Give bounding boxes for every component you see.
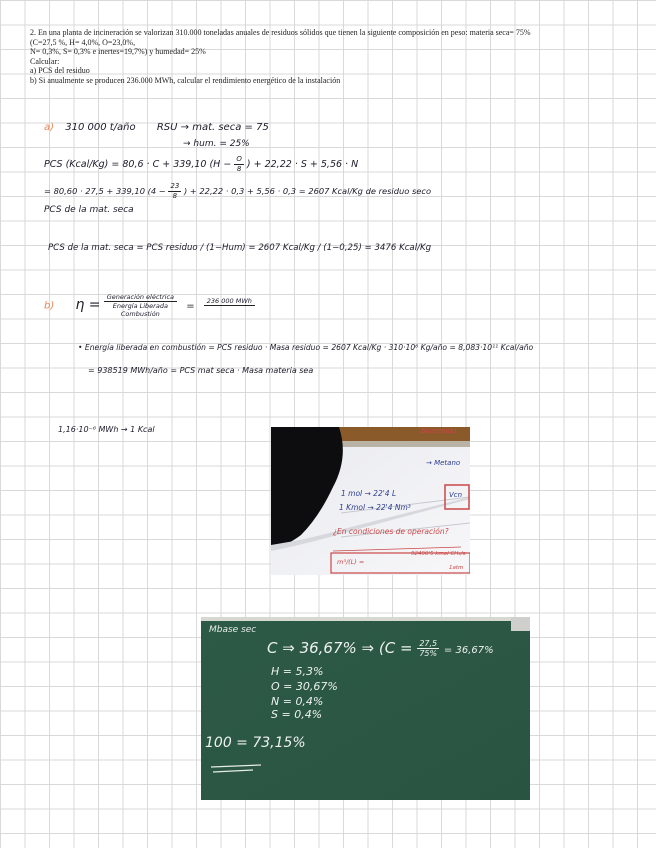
arrow-icon: → — [180, 122, 190, 133]
problem-line: b) Si anualmente se producen 236.000 MWh, calcular el rendimiento energético de la instalación — [30, 75, 341, 85]
problem-line: 2. En una planta de incineración se valorizan 310.000 toneladas anuales de residuos sólidos que tienen la siguiente composición en peso: materia seca= 75% — [30, 28, 531, 37]
humidity-line — [183, 139, 250, 149]
photo1-line2: 1 Kmol → 22'4 Nm³ — [339, 503, 411, 512]
mwh-num: 236 000 MWh — [204, 297, 255, 306]
problem-statement — [30, 28, 630, 86]
pcs-dry-title: PCS de la mat. seca — [44, 205, 134, 215]
frac-den: 8 — [236, 165, 242, 173]
bullet-energy-released — [78, 343, 533, 352]
chalk-line1-text: C ⇒ 36,67% ⇒ (C = — [267, 639, 413, 657]
calc-left: = 80,60 · 27,5 + 339,10 (4 − — [44, 186, 166, 196]
frac-num: O — [236, 155, 242, 163]
chalk-s: S = 0,4% — [271, 708, 323, 721]
calc-fraction — [168, 182, 181, 201]
chalk-o: O = 30,67% — [271, 680, 338, 693]
problem-line: N= 0,3%, S= 0,3% e inertes=19,7%) y humedad= 25% — [30, 47, 206, 57]
formula-left: PCS (Kcal/Kg) = 80,6 · C + 339,10 (H − — [44, 159, 232, 170]
efficiency-den2: Combustión — [120, 310, 160, 318]
bullet-icon: • — [78, 343, 83, 352]
conversion-factor: 1,16·10⁻⁶ MWh → 1 Kcal — [58, 425, 155, 434]
problem-line: a) PCS del residuo — [30, 66, 90, 76]
photo1-question: ¿En condiciones de operación? — [333, 527, 449, 536]
chalk-title: Mbase sec — [209, 625, 257, 635]
part-a-header — [44, 122, 269, 133]
chalkboard-photo — [201, 617, 530, 800]
photo1-top-label: biorresidu — [421, 427, 457, 435]
pcs-formula — [44, 155, 358, 174]
arrow-icon: → — [183, 139, 191, 149]
photo1-line1: 1 mol → 22'4 L — [341, 489, 397, 498]
efficiency-num: Generación eléctrica — [104, 293, 177, 302]
photo1-boxed: Vcn — [449, 491, 463, 499]
pcs-dry-equation: PCS de la mat. seca = PCS residuo / (1−Hum) = 2607 Kcal/Kg / (1−0,25) = 3476 Kcal/Kg — [48, 243, 432, 253]
calc-right: ) + 22,22 · 0,3 + 5,56 · 0,3 = 2607 Kcal/Kg de residuo seco — [183, 186, 432, 196]
chalk-frac-num: 27,5 — [419, 639, 438, 648]
mwh-fraction — [204, 297, 255, 314]
calc-num: 23 — [170, 182, 180, 190]
mwh-per-year: = 938519 MWh/año = PCS mat seca · Masa materia sea — [88, 366, 314, 375]
part-b-label: b) — [44, 300, 55, 312]
efficiency-fraction — [104, 293, 177, 318]
humidity: hum. = 25% — [193, 139, 250, 149]
tonnage: 310 000 t/año — [65, 122, 136, 133]
formula-right: ) + 22,22 · S + 5,56 · N — [246, 159, 359, 170]
photo1-bottom-right2: 1atm — [449, 565, 464, 571]
problem-line: (C=27,5 %, H= 4,0%, O=23,0%, — [30, 37, 136, 47]
pcs-calculation — [44, 182, 431, 201]
dry-matter: mat. seca = 75 — [192, 122, 269, 133]
chalk-total: 100 = 73,15% — [205, 735, 306, 751]
problem-line: Calcular: — [30, 56, 60, 66]
part-b-header — [44, 293, 255, 318]
chalk-line1 — [267, 639, 494, 658]
chalk-fraction — [417, 639, 439, 658]
calc-den: 8 — [172, 192, 178, 200]
photo1-bottom-left: m³/(L) = — [337, 558, 365, 566]
efficiency-den1: Energía Liberada — [112, 302, 168, 310]
chalk-n: N = 0,4% — [271, 695, 324, 708]
whiteboard-photo — [271, 427, 470, 575]
chalk-h: H = 5,3% — [271, 665, 324, 678]
chalk-line1-end: = 36,67% — [443, 645, 494, 656]
photo1-bottom-right: 92490'5 kmol CH₄/a — [411, 551, 466, 557]
photo1-arrow-label: → Metano — [426, 459, 461, 467]
part-a-label: a) — [44, 122, 55, 133]
chalk-frac-den: 75% — [419, 649, 438, 658]
o-over-8-fraction — [234, 155, 244, 174]
equals-sign: = — [186, 300, 195, 312]
bullet-text: Energía liberada en combustión = PCS residuo · Masa residuo = 2607 Kcal/Kg · 310·10⁶ Kg/año = 8,083·10¹¹ Kcal/año — [84, 343, 534, 352]
rsu-label: RSU — [156, 122, 178, 133]
eta-symbol: η = — [75, 296, 101, 313]
